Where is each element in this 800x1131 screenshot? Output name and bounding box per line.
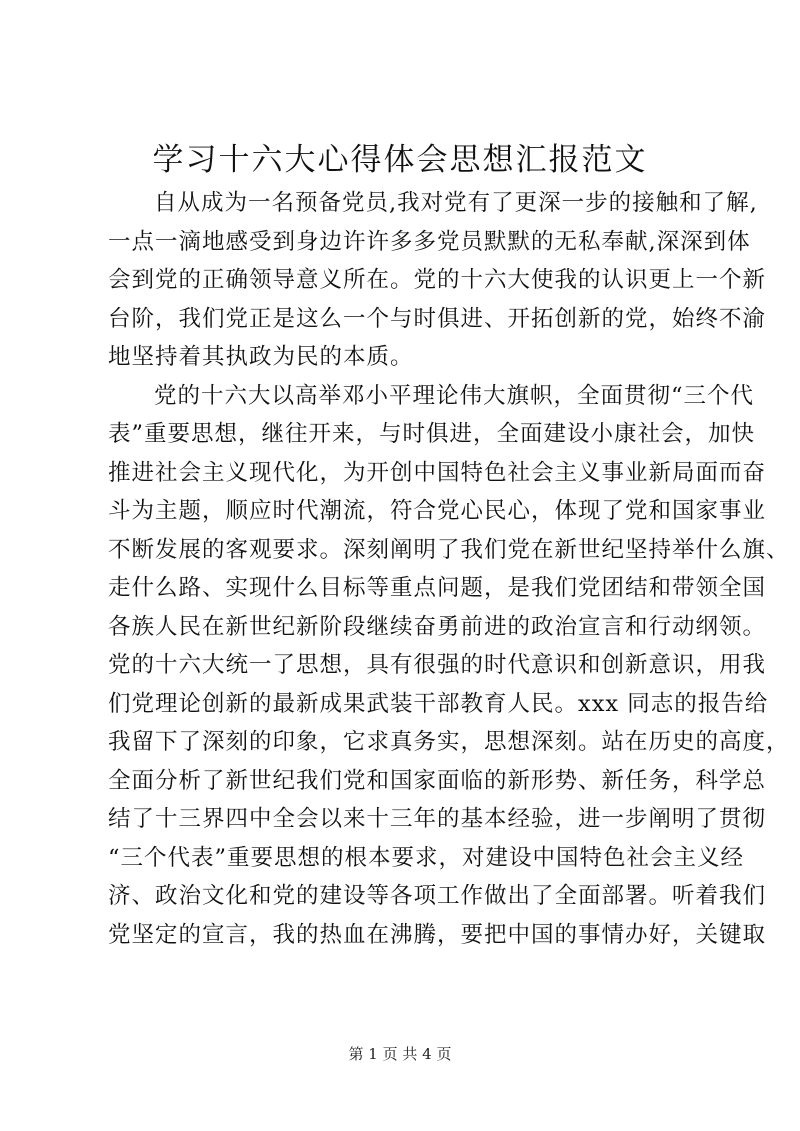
text-line: 台阶，我们党正是这么一个与时俱进、开拓创新的党，始终不渝: [108, 305, 767, 332]
document-title: 学习十六大心得体会思想汇报范文: [152, 142, 648, 178]
text-line: 表”重要思想，继往开来，与时俱进，全面建设小康社会，加快: [108, 421, 756, 447]
text-line: 地坚持着其执政为民的本质。: [108, 344, 414, 370]
text-line: 结了十三界四中全会以来十三年的基本经验，进一步阐明了贯彻: [108, 806, 767, 832]
text-line: 走什么路、实现什么目标等重点问题，是我们党团结和带领全国: [108, 575, 767, 601]
paragraph-1: [108, 184, 767, 377]
page-footer: 第 1 页 共 4 页: [348, 1045, 452, 1063]
text-line: 不断发展的客观要求。深刻阐明了我们党在新世纪坚持举什么旗、: [108, 536, 790, 563]
text-line: 自从成为一名预备党员,我对党有了更深一步的接触和了解,: [154, 190, 758, 216]
text-line: 党坚定的宣言，我的热血在沸腾，要把中国的事情办好，关键取: [108, 921, 767, 948]
text-line: 会到党的正确领导意义所在。党的十六大使我的认识更上一个新: [108, 267, 767, 293]
paragraph-2: [108, 377, 790, 955]
text-line: 推进社会主义现代化，为开创中国特色社会主义事业新局面而奋: [108, 459, 767, 486]
text-line: 斗为主题，顺应时代潮流，符合党心民心，体现了党和国家事业: [108, 498, 767, 524]
text-line: 一点一滴地感受到身边许许多多党员默默的无私奉献,深深到体: [108, 228, 751, 255]
text-line: 全面分析了新世纪我们党和国家面临的新形势、新任务，科学总: [108, 767, 767, 794]
text-line: 党的十六大以高举邓小平理论伟大旗帜，全面贯彻“三个代: [154, 382, 755, 409]
text-line: 党的十六大统一了思想，具有很强的时代意识和创新意识，用我: [108, 652, 767, 678]
document-body: [108, 184, 790, 954]
text-line: 我留下了深刻的印象，它求真务实，思想深刻。站在历史的高度，: [108, 729, 790, 755]
text-line: “三个代表”重要思想的根本要求，对建设中国特色社会主义经: [108, 844, 745, 871]
text-line: 们党理论创新的最新成果武装干部教育人民。xxx 同志的报告给: [108, 690, 769, 717]
text-line: 各族人民在新世纪新阶段继续奋勇前进的政治宣言和行动纲领。: [108, 613, 767, 640]
text-line: 济、政治文化和党的建设等各项工作做出了全面部署。听着我们: [108, 883, 767, 909]
